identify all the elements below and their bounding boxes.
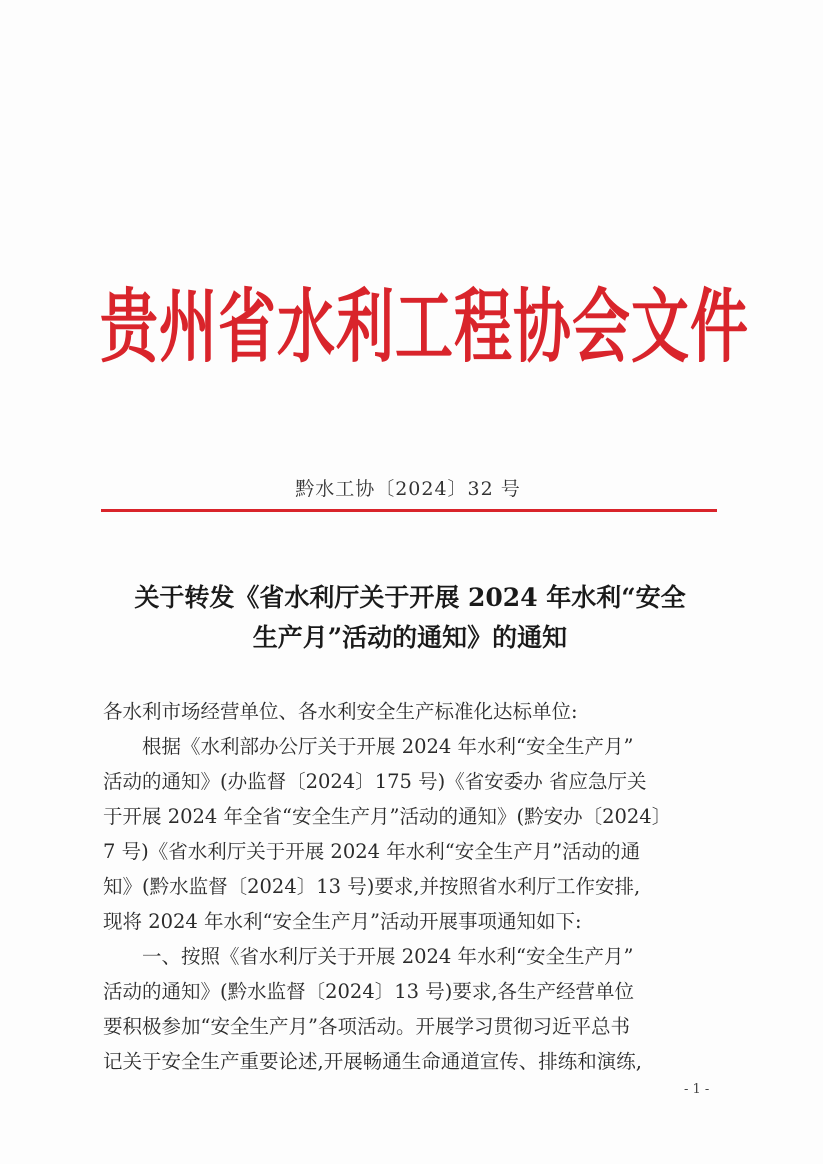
notice-title-line: 关于转发《省水利厅关于开展 2024 年水利“安全 — [134, 583, 686, 612]
paragraph-line: 记关于安全生产重要论述,开展畅通生命通道宣传、排练和演练, — [103, 1050, 642, 1073]
paragraph-line: 于开展 2024 年全省“安全生产月”活动的通知》(黔安办〔2024〕 — [103, 805, 672, 828]
paragraph-line: 知》(黔水监督〔2024〕13 号)要求,并按照省水利厅工作安排, — [103, 875, 641, 898]
recipient-line: 各水利市场经营单位、各水利安全生产标准化达标单位: — [103, 700, 578, 723]
issuer-header-title: 贵州省水利工程协会文件 — [100, 279, 750, 374]
notice-title-line: 生产月”活动的通知》的通知 — [252, 623, 568, 652]
page-number: - 1 - — [684, 1082, 710, 1097]
document-number: 黔水工协〔2024〕32 号 — [295, 478, 521, 500]
paragraph-line: 一、按照《省水利厅关于开展 2024 年水利“安全生产月” — [142, 945, 634, 968]
paragraph-line: 活动的通知》(办监督〔2024〕175 号)《省安委办 省应急厅关 — [103, 770, 647, 793]
notice-title — [95, 578, 725, 658]
paragraph-line: 活动的通知》(黔水监督〔2024〕13 号)要求,各生产经营单位 — [103, 980, 635, 1003]
paragraph-line: 7 号)《省水利厅关于开展 2024 年水利“安全生产月”活动的通 — [103, 840, 641, 863]
body-text — [103, 694, 721, 1079]
paragraph-line: 根据《水利部办公厅关于开展 2024 年水利“安全生产月” — [142, 735, 634, 758]
paragraph-line: 要积极参加“安全生产月”各项活动。开展学习贯彻习近平总书 — [103, 1015, 630, 1038]
paragraph-line: 现将 2024 年水利“安全生产月”活动开展事项通知如下: — [103, 910, 582, 933]
red-divider-line — [101, 509, 717, 512]
